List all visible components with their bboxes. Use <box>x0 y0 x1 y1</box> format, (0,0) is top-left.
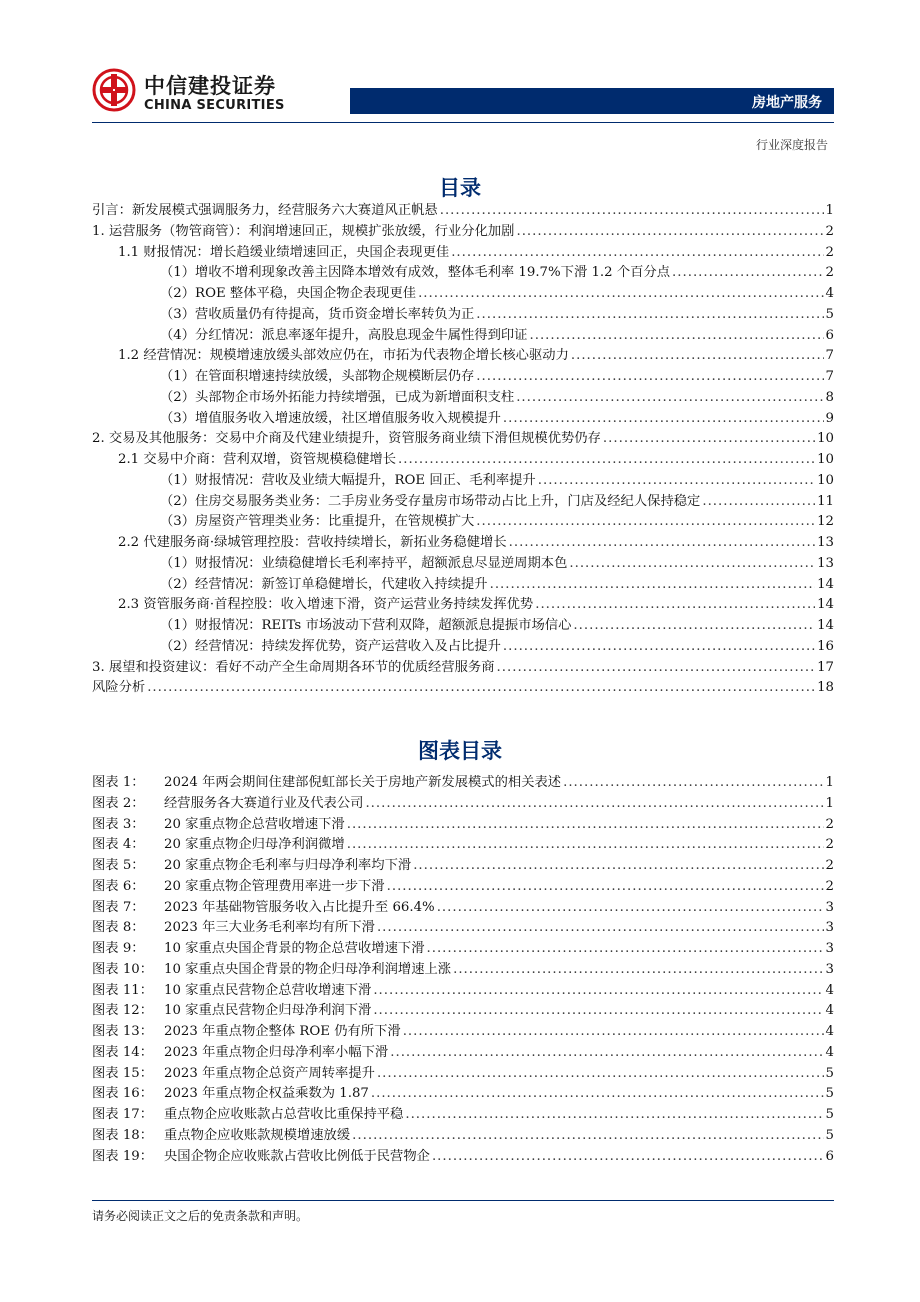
page-number: 10 <box>817 472 834 488</box>
toc-entry-line <box>92 1001 834 1022</box>
page-number: 5 <box>825 306 834 322</box>
toc-entry[interactable] <box>92 658 834 679</box>
leader-dots <box>352 1126 823 1147</box>
toc-entry[interactable] <box>92 554 834 575</box>
toc-entry[interactable] <box>92 346 834 367</box>
figure-label: 图表 13： <box>92 1024 154 1039</box>
page-number: 2 <box>825 223 834 239</box>
figure-toc-entry[interactable] <box>92 1043 834 1064</box>
leader-dots <box>569 554 815 575</box>
figure-toc-entry[interactable] <box>92 1001 834 1022</box>
page-number: 2 <box>825 837 834 853</box>
toc-entry[interactable] <box>92 222 834 243</box>
figure-toc-entry[interactable] <box>92 1084 834 1105</box>
logo-chinese-name: 中信建投证券 <box>144 74 276 98</box>
toc-entry-line <box>92 658 834 679</box>
toc-entry-line <box>92 835 834 856</box>
report-type: 行业深度报告 <box>755 138 828 152</box>
page-number: 5 <box>825 1127 834 1143</box>
toc-entry-text: （1）财报情况：REITs 市场波动下营利双降，超额派息提振市场信心 <box>160 618 572 633</box>
figures-toc-title: 图表目录 <box>418 739 502 763</box>
toc-entry-text: （4）分红情况：派息率逐年提升，高股息现金牛属性得到印证 <box>160 327 528 343</box>
figure-label: 图表 1： <box>92 775 145 790</box>
page-number: 4 <box>825 1044 834 1060</box>
leader-dots <box>563 773 823 794</box>
toc-entry-line <box>92 637 834 658</box>
leader-dots <box>390 1043 823 1064</box>
page-number: 3 <box>825 899 834 915</box>
leader-dots <box>529 326 823 347</box>
toc-entry-line <box>92 1126 834 1147</box>
figure-toc-entry[interactable] <box>92 835 834 856</box>
figure-label: 图表 9： <box>92 941 145 956</box>
toc-entry-line <box>92 367 834 388</box>
leader-dots <box>387 877 824 898</box>
page-number: 17 <box>817 659 834 675</box>
page-number: 13 <box>817 535 834 550</box>
figure-label: 图表 15： <box>92 1065 154 1081</box>
toc-entry-text: 2.2 代建服务商·绿城管理控股：营收持续增长，新拓业务稳健增长 <box>118 535 507 550</box>
leader-dots <box>516 388 823 409</box>
figure-label: 图表 19： <box>92 1148 154 1164</box>
figure-label: 图表 7： <box>92 899 145 915</box>
toc-entry-text: （1）在管面积增速持续放缓，头部物企规模断层仍存 <box>160 369 475 384</box>
page-number: 1 <box>825 795 834 811</box>
toc-entry[interactable] <box>92 243 834 264</box>
figure-toc-entry[interactable] <box>92 918 834 939</box>
page-number: 6 <box>825 1148 834 1164</box>
toc-entry-line <box>92 1064 834 1085</box>
page-number: 2 <box>825 244 834 260</box>
toc-entry[interactable] <box>92 512 834 533</box>
toc-entry[interactable] <box>92 388 834 409</box>
toc-entry-line <box>92 512 834 533</box>
toc-entry-text: 1.1 财报情况：增长趋缓业绩增速回正，央国企表现更佳 <box>118 244 450 260</box>
toc-entry-line <box>92 450 834 471</box>
toc-entry-line <box>92 409 834 430</box>
figure-toc-entry[interactable] <box>92 1126 834 1147</box>
page-number: 2 <box>825 858 834 873</box>
leader-dots <box>603 429 815 450</box>
figure-label: 图表 14： <box>92 1044 154 1060</box>
toc-entry-line <box>92 960 834 981</box>
toc-entry-line <box>92 856 834 877</box>
toc-entry-text: 风险分析 <box>92 680 146 696</box>
page-number: 2 <box>825 816 834 832</box>
figure-label: 图表 16： <box>92 1086 154 1102</box>
leader-dots <box>437 898 824 919</box>
toc-entry[interactable] <box>92 575 834 596</box>
toc-entry[interactable] <box>92 471 834 492</box>
page-number: 6 <box>825 327 834 343</box>
leader-dots <box>147 678 815 699</box>
page-number: 2 <box>825 878 834 894</box>
header-divider <box>92 122 834 123</box>
toc-entry-text: （2）ROE 整体平稳，央国企物企表现更佳 <box>160 286 417 301</box>
toc-entry-line <box>92 533 834 554</box>
toc-entry[interactable] <box>92 284 834 305</box>
figure-toc-entry[interactable] <box>92 773 834 794</box>
toc-entry-text: 1. 运营服务（物管商管）：利润增速回正，规模扩张放缓，行业分化加剧 <box>92 223 515 239</box>
toc-entry[interactable] <box>92 492 834 513</box>
toc-entry-line <box>92 981 834 1002</box>
figure-toc-entry[interactable] <box>92 794 834 815</box>
toc-entry[interactable] <box>92 616 834 637</box>
sector-banner <box>350 88 834 114</box>
toc-entry-text: （1）财报情况：营收及业绩大幅提升，ROE 回正、毛利率提升 <box>160 472 536 488</box>
figure-title: 2023 年重点物企权益乘数为 1.87 <box>164 1086 369 1102</box>
page-number: 14 <box>817 597 834 613</box>
leader-dots <box>451 243 823 264</box>
figure-title: 10 家重点央国企背景的物企归母净利润增速上涨 <box>164 961 452 977</box>
figure-title: 20 家重点物企归母净利润微增 <box>164 837 345 853</box>
toc-entry-line <box>92 794 834 815</box>
figure-title: 20 家重点物企毛利率与归母净利率均下滑 <box>164 858 412 873</box>
figure-label: 图表 10： <box>92 961 154 977</box>
toc-entry[interactable] <box>92 367 834 388</box>
toc-entry[interactable] <box>92 305 834 326</box>
toc-entry-line <box>92 815 834 836</box>
figure-label: 图表 6： <box>92 878 145 894</box>
page-number: 1 <box>825 775 834 790</box>
toc-entry-line <box>92 243 834 264</box>
toc-entry[interactable] <box>92 263 834 284</box>
toc-entry-text: 引言：新发展模式强调服务力，经营服务六大赛道风正帆悬 <box>92 203 438 218</box>
toc-entry-text: 2. 交易及其他服务：交易中介商及代建业绩提升，资管服务商业绩下滑但规模优势仍存 <box>92 431 601 447</box>
page-number: 3 <box>825 920 834 936</box>
page-number: 4 <box>825 286 834 301</box>
toc-entry-line <box>92 388 834 409</box>
sector-label: 房地产服务 <box>752 95 822 111</box>
figure-toc-entry[interactable] <box>92 815 834 836</box>
toc-entry-line <box>92 222 834 243</box>
page-number: 7 <box>825 348 834 364</box>
toc-entry-line <box>92 346 834 367</box>
page-number: 4 <box>825 982 834 998</box>
toc-entry-line <box>92 773 834 794</box>
figure-title: 重点物企应收账款占总营收比重保持平稳 <box>164 1107 404 1122</box>
toc-title: 目录 <box>439 176 481 200</box>
toc-entry-line <box>92 554 834 575</box>
toc-entry-line <box>92 595 834 616</box>
toc-entry-text: （3）营收质量仍有待提高，货币资金增长率转负为正 <box>160 306 475 322</box>
toc-entry-line <box>92 429 834 450</box>
toc-entry-line <box>92 1147 834 1168</box>
leader-dots <box>427 939 824 960</box>
leader-dots <box>347 835 824 856</box>
figure-toc-entry[interactable] <box>92 960 834 981</box>
page-number: 9 <box>825 410 834 426</box>
figure-title: 20 家重点物企管理费用率进一步下滑 <box>164 878 385 894</box>
leader-dots <box>672 263 824 284</box>
toc-entry-line <box>92 326 834 347</box>
figure-toc-entry[interactable] <box>92 1147 834 1168</box>
leader-dots <box>503 637 815 658</box>
figure-label: 图表 18： <box>92 1127 154 1143</box>
figure-title: 2024 年两会期间住建部倪虹部长关于房地产新发展模式的相关表述 <box>164 775 562 790</box>
toc-entry[interactable] <box>92 409 834 430</box>
figure-toc-entry[interactable] <box>92 981 834 1002</box>
toc-entry-line <box>92 678 834 699</box>
leader-dots <box>405 1105 823 1126</box>
toc-entry-text: （3）房屋资产管理类业务：比重提升，在管规模扩大 <box>160 514 475 530</box>
toc-entry-line <box>92 492 834 513</box>
page-number: 7 <box>825 369 834 384</box>
leader-dots <box>538 471 815 492</box>
figure-label: 图表 5： <box>92 858 145 873</box>
toc-entry-line <box>92 1105 834 1126</box>
leader-dots <box>535 595 815 616</box>
page-number: 14 <box>817 618 834 633</box>
page-number: 1 <box>825 203 834 218</box>
figures-toc-list <box>92 773 834 1167</box>
page-number: 3 <box>825 961 834 977</box>
figure-label: 图表 12： <box>92 1003 154 1019</box>
toc-entry[interactable] <box>92 201 834 222</box>
leader-dots <box>509 533 815 554</box>
toc-entry[interactable] <box>92 326 834 347</box>
figure-title: 重点物企应收账款规模增速放缓 <box>164 1127 351 1143</box>
toc-entry[interactable] <box>92 637 834 658</box>
page-number: 5 <box>825 1086 834 1102</box>
page-number: 5 <box>825 1107 834 1122</box>
toc-entry-line <box>92 471 834 492</box>
toc-entry-line <box>92 877 834 898</box>
page-number: 3 <box>825 941 834 956</box>
figure-title: 2023 年重点物企归母净利率小幅下滑 <box>164 1044 389 1060</box>
leader-dots <box>432 1147 824 1168</box>
figure-toc-entry[interactable] <box>92 939 834 960</box>
toc-entry-text: （1）增收不增利现象改善主因降本增效有成效，整体毛利率 19.7%下滑 1.2 个百分点 <box>160 265 671 281</box>
toc-entry-line <box>92 1022 834 1043</box>
toc-entry-text: （2）头部物企市场外拓能力持续增强，已成为新增面积支柱 <box>160 389 515 405</box>
leader-dots <box>476 367 823 388</box>
figure-title: 10 家重点民营物企归母净利润下滑 <box>164 1003 372 1019</box>
figure-toc-entry[interactable] <box>92 1105 834 1126</box>
leader-dots <box>373 1001 823 1022</box>
page-number: 4 <box>825 1024 834 1039</box>
figure-title: 2023 年三大业务毛利率均有所下滑 <box>164 920 375 936</box>
toc-entry-line <box>92 1043 834 1064</box>
figure-label: 图表 8： <box>92 920 145 936</box>
figure-toc-entry[interactable] <box>92 1022 834 1043</box>
toc-entry-text: （1）财报情况：业绩稳健增长毛利率持平，超额派息尽显逆周期本色 <box>160 555 568 571</box>
page-number: 11 <box>817 493 834 509</box>
leader-dots <box>347 815 824 836</box>
toc-entry-line <box>92 201 834 222</box>
leader-dots <box>571 346 824 367</box>
toc-entry-line <box>92 1084 834 1105</box>
toc-entry-line <box>92 263 834 284</box>
toc-entry[interactable] <box>92 678 834 699</box>
page-number: 2 <box>825 265 834 281</box>
leader-dots <box>373 981 823 1002</box>
leader-dots <box>573 616 815 637</box>
toc-entry-line <box>92 575 834 596</box>
toc-entry-text: 2.3 资管服务商·首程控股：收入增速下滑，资产运营业务持续发挥优势 <box>118 597 534 613</box>
page-number: 12 <box>817 514 834 530</box>
leader-dots <box>476 512 815 533</box>
leader-dots <box>516 222 823 243</box>
leader-dots <box>403 1022 824 1043</box>
toc-entry-line <box>92 918 834 939</box>
leader-dots <box>503 409 824 430</box>
toc-entry[interactable] <box>92 533 834 554</box>
figure-title: 10 家重点央国企背景的物企总营收增速下滑 <box>164 941 425 956</box>
toc-entry[interactable] <box>92 429 834 450</box>
figure-title: 10 家重点民营物企总营收增速下滑 <box>164 982 372 998</box>
company-logo <box>92 68 292 118</box>
toc-entry-text: 3. 展望和投资建议：看好不动产全生命周期各环节的优质经营服务商 <box>92 659 495 675</box>
toc-entry-text: （3）增值服务收入增速放缓，社区增值服务收入规模提升 <box>160 410 501 426</box>
figure-label: 图表 4： <box>92 837 145 853</box>
page-number: 10 <box>817 452 834 467</box>
leader-dots <box>490 575 815 596</box>
figure-title: 2023 年重点物企整体 ROE 仍有所下滑 <box>164 1024 401 1039</box>
toc-entry-text: 1.2 经营情况：规模增速放缓头部效应仍在，市拓为代表物企增长核心驱动力 <box>118 348 569 364</box>
toc-entry-line <box>92 284 834 305</box>
page-number: 10 <box>817 431 834 447</box>
figure-title: 20 家重点物企总营收增速下滑 <box>164 816 345 832</box>
page-number: 18 <box>817 680 834 696</box>
figure-toc-entry[interactable] <box>92 877 834 898</box>
figure-toc-entry[interactable] <box>92 856 834 877</box>
toc-entry[interactable] <box>92 595 834 616</box>
toc-entry-line <box>92 939 834 960</box>
toc-entry-line <box>92 898 834 919</box>
leader-dots <box>476 305 823 326</box>
leader-dots <box>365 794 823 815</box>
figure-title: 2023 年重点物企总资产周转率提升 <box>164 1065 375 1081</box>
toc-entry-text: （2）住房交易服务类业务：二手房业务受存量房市场带动占比上升，门店及经纪人保持稳定 <box>160 493 701 509</box>
toc-entry-line <box>92 616 834 637</box>
figure-toc-entry[interactable] <box>92 898 834 919</box>
figure-label: 图表 2： <box>92 795 145 811</box>
china-securities-logo-icon <box>92 68 136 112</box>
page-number: 13 <box>817 555 834 571</box>
figure-title: 央国企物企应收账款占营收比例低于民营物企 <box>164 1148 430 1164</box>
figure-toc-entry[interactable] <box>92 1064 834 1085</box>
logo-english-name: CHINA SECURITIES <box>144 98 285 113</box>
toc-entry-text: （2）经营情况：持续发挥优势，资产运营收入及占比提升 <box>160 638 501 654</box>
figure-title: 经营服务各大赛道行业及代表公司 <box>164 795 364 811</box>
toc-entry-text: 2.1 交易中介商：营利双增，资管规模稳健增长 <box>118 452 397 467</box>
leader-dots <box>398 450 815 471</box>
figure-label: 图表 11： <box>92 982 154 998</box>
figure-title: 2023 年基础物管服务收入占比提升至 66.4% <box>164 899 435 915</box>
leader-dots <box>497 658 816 679</box>
leader-dots <box>377 1064 824 1085</box>
toc-list <box>92 201 834 699</box>
page-number: 5 <box>825 1065 834 1081</box>
leader-dots <box>413 856 823 877</box>
leader-dots <box>371 1084 824 1105</box>
leader-dots <box>702 492 815 513</box>
leader-dots <box>377 918 824 939</box>
page-number: 4 <box>825 1003 834 1019</box>
footer-disclaimer: 请务必阅读正文之后的免责条款和声明。 <box>92 1209 309 1223</box>
figure-label: 图表 3： <box>92 816 145 832</box>
leader-dots <box>453 960 823 981</box>
toc-entry-text: （2）经营情况：新签订单稳健增长，代建收入持续提升 <box>160 576 488 592</box>
toc-entry[interactable] <box>92 450 834 471</box>
footer-divider <box>92 1200 834 1201</box>
leader-dots <box>418 284 823 305</box>
page-number: 16 <box>817 638 834 654</box>
page-number: 14 <box>817 576 834 592</box>
leader-dots <box>440 201 824 222</box>
figure-label: 图表 17： <box>92 1107 154 1122</box>
toc-entry-line <box>92 305 834 326</box>
page-number: 8 <box>825 389 834 405</box>
